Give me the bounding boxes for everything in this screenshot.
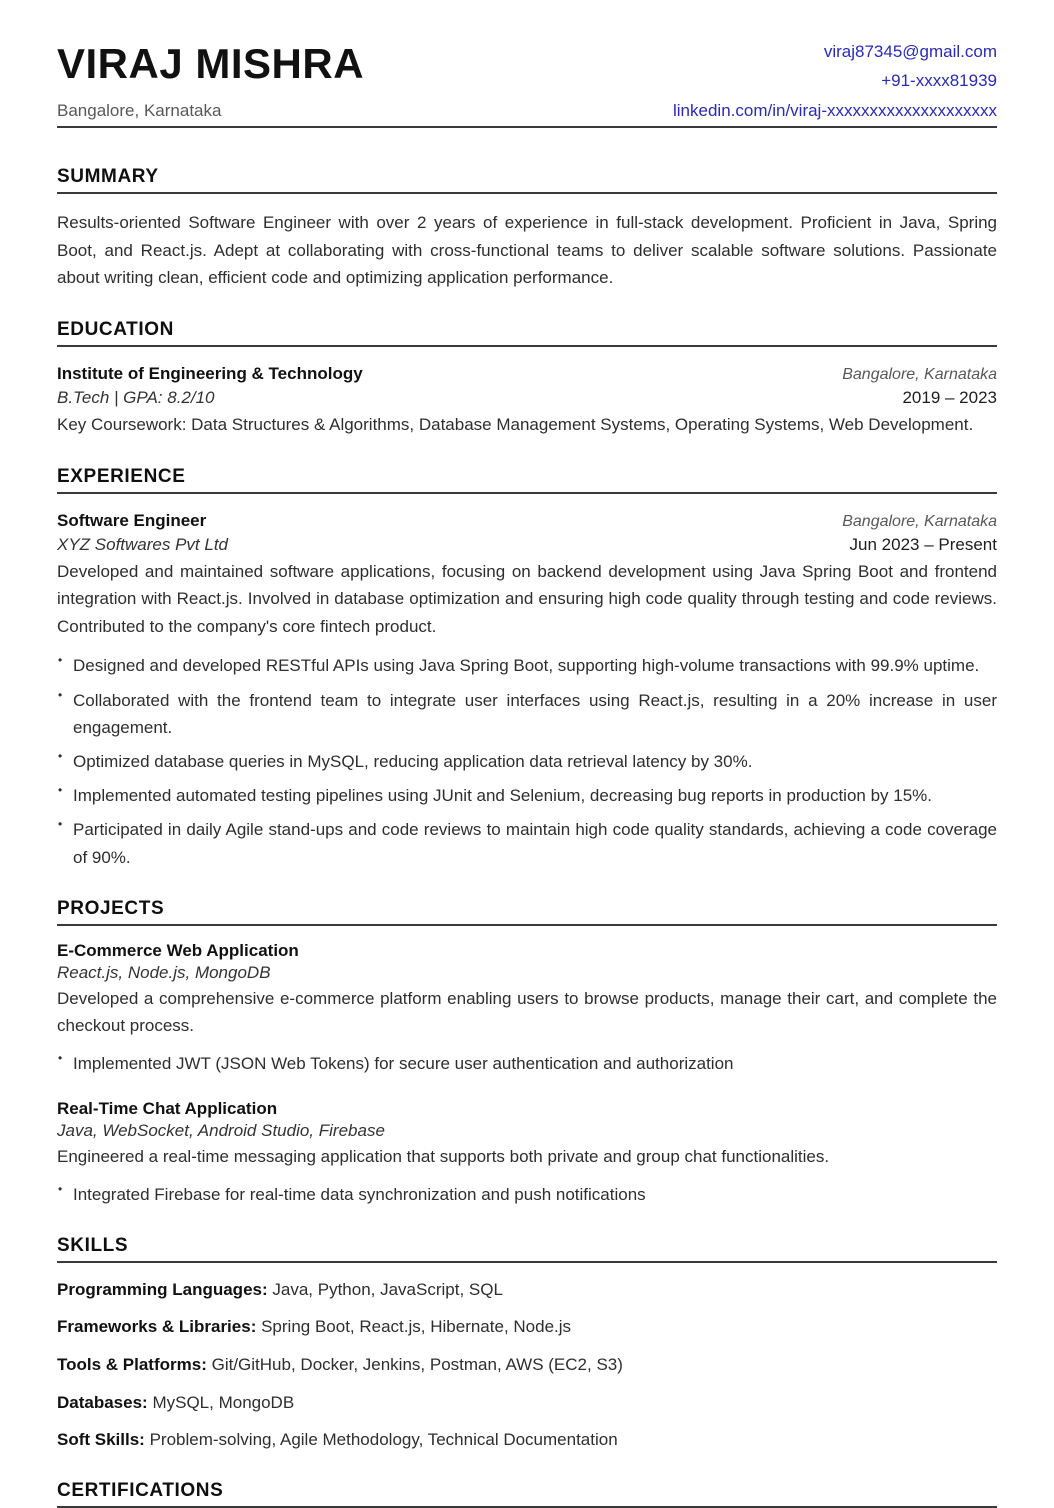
experience-dates: Jun 2023 – Present (849, 535, 997, 555)
experience-role: Software Engineer (57, 510, 207, 530)
skill-row (57, 1353, 997, 1378)
experience-location: Bangalore, Karnataka (842, 512, 997, 530)
project-bullet: • Implemented JWT (JSON Web Tokens) for secure user authentication and authorization (57, 1050, 997, 1077)
skill-value: MySQL, MongoDB (152, 1392, 295, 1412)
education-school: Institute of Engineering & Technology (57, 363, 363, 383)
section-title-certifications: CERTIFICATIONS (57, 1480, 997, 1508)
skill-value: Java, Python, JavaScript, SQL (272, 1279, 503, 1299)
project-item (57, 941, 997, 1077)
project-bullet: • Integrated Firebase for real-time data synchronization and push notifications (57, 1181, 997, 1208)
experience-description: Developed and maintained software applications, focusing on backend development using Java Spring Boot and frontend integration with React.js. Involved in database optimization and ensuring high code quality through testing and code reviews. Contributed to the company's core fintech product. (57, 561, 997, 636)
project-bullet-list (57, 1050, 997, 1077)
header-left (57, 39, 365, 121)
resume-header (57, 39, 997, 128)
section-title-experience: EXPERIENCE (57, 466, 997, 494)
section-title-summary: SUMMARY (57, 166, 997, 194)
experience-bullet: • Optimized database queries in MySQL, reducing application data retrieval latency by 30%. (57, 748, 997, 775)
skill-label: Tools & Platforms: (57, 1355, 207, 1375)
education-degree: B.Tech | GPA: 8.2/10 (57, 388, 215, 408)
experience-bullet: • Designed and developed RESTful APIs using Java Spring Boot, supporting high-volume transactions with 99.9% uptime. (57, 652, 997, 679)
experience-bullet: • Participated in daily Agile stand-ups and code reviews to maintain high code quality standards, achieving a code coverage of 90%. (57, 816, 997, 870)
candidate-location: Bangalore, Karnataka (57, 100, 222, 120)
education-title-row (57, 362, 997, 387)
section-title-education: EDUCATION (57, 319, 997, 347)
skill-row (57, 1315, 997, 1340)
skill-label: Databases: (57, 1392, 148, 1412)
skill-label: Programming Languages: (57, 1279, 268, 1299)
skill-value: Spring Boot, React.js, Hibernate, Node.js (261, 1317, 572, 1337)
skill-row (57, 1391, 997, 1416)
skill-value: Git/GitHub, Docker, Jenkins, Postman, AWS (EC2, S3) (211, 1355, 623, 1375)
section-title-projects: PROJECTS (57, 898, 997, 926)
education-dates: 2019 – 2023 (902, 388, 997, 408)
experience-company: XYZ Softwares Pvt Ltd (57, 535, 229, 555)
skill-label: Soft Skills: (57, 1430, 145, 1450)
project-item (57, 1099, 997, 1208)
summary-text: Results-oriented Software Engineer with over 2 years of experience in full-stack development. Proficient in Java, Spring Boot, and React.js. Adept at collaborating with cross-functional teams to deliver scalable software solutions. Passionate about writing clean, efficient code and optimizing application performance. (57, 213, 997, 288)
experience-sub-row (57, 533, 997, 558)
project-stack: Java, WebSocket, Android Studio, Firebase (57, 1121, 385, 1141)
experience-bullet: • Collaborated with the frontend team to integrate user interfaces using React.js, resulting in a 20% increase in user engagement. (57, 687, 997, 741)
section-title-skills: SKILLS (57, 1235, 997, 1263)
email-link[interactable]: viraj87345@gmail.com (823, 42, 997, 61)
project-stack: React.js, Node.js, MongoDB (57, 962, 271, 982)
skill-label: Frameworks & Libraries: (57, 1317, 257, 1337)
project-bullet-list (57, 1181, 997, 1208)
project-description: Engineered a real-time messaging application that supports both private and group chat functionalities. (57, 1147, 830, 1167)
linkedin-link[interactable]: linkedin.com/in/viraj-xxxxxxxxxxxxxxxxxxxx (673, 100, 997, 120)
education-sub-row (57, 386, 997, 411)
experience-bullet: • Implemented automated testing pipelines using JUnit and Selenium, decreasing bug reports in production by 15%. (57, 782, 997, 809)
education-location: Bangalore, Karnataka (842, 365, 997, 383)
project-description: Developed a comprehensive e-commerce platform enabling users to browse products, manage their cart, and complete the checkout process. (57, 988, 997, 1036)
project-name: E-Commerce Web Application (57, 940, 299, 960)
education-coursework: Key Coursework: Data Structures & Algorithms, Database Management Systems, Operating Systems, Web Development. (57, 415, 974, 435)
contact-block (673, 42, 997, 121)
skill-value: Problem-solving, Agile Methodology, Technical Documentation (149, 1430, 618, 1450)
project-name: Real-Time Chat Application (57, 1099, 278, 1119)
phone-link[interactable]: +91-xxxx81939 (881, 71, 997, 91)
experience-title-row (57, 509, 997, 534)
experience-bullet-list (57, 652, 997, 870)
skill-row (57, 1278, 997, 1303)
skill-row (57, 1428, 997, 1453)
candidate-name: VIRAJ MISHRA (57, 39, 365, 87)
